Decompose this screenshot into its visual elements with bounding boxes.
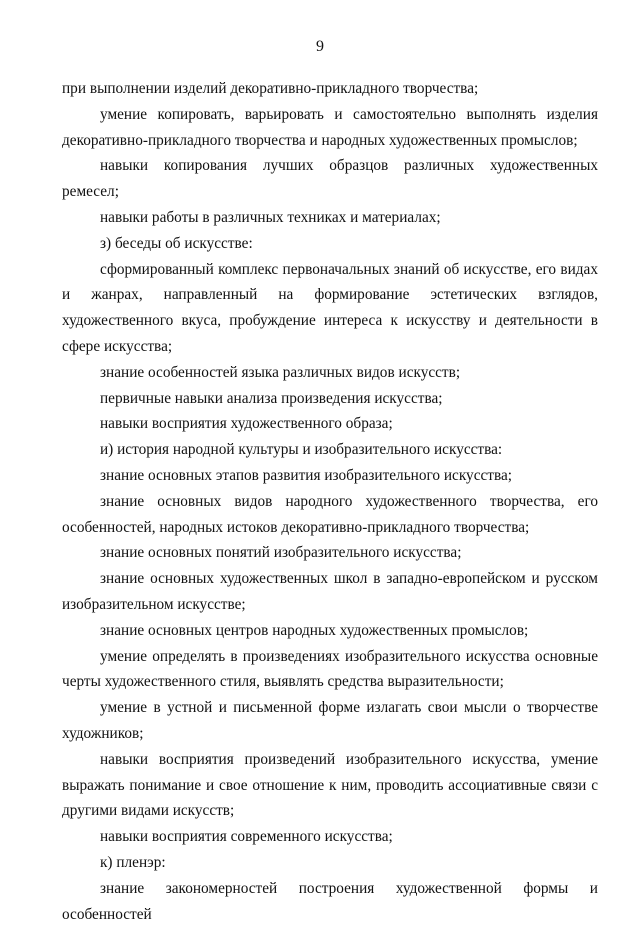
paragraph-7: знание особенностей языка различных видов искусств; [100, 363, 461, 381]
paragraph-15: знание основных центров народных художественных промыслов; [100, 621, 529, 639]
paragraph-9: навыки восприятия художественного образа; [100, 415, 393, 433]
paragraph-11: знание основных этапов развития изобразительного искусства; [100, 466, 513, 484]
section-heading-i: и) история народной культуры и изобразительного искусства: [100, 441, 503, 459]
paragraph-19: навыки восприятия современного искусства; [100, 828, 393, 846]
paragraph-2: умение копировать, варьировать и самостоятельно выполнять изделия декоративно-прикладного творчества и народных художественных промыслов; [62, 105, 598, 149]
section-heading-k: к) пленэр: [100, 853, 166, 871]
paragraph-16: умение определять в произведениях изобразительного искусства основные черты художественного стиля, выявлять средства выразительности; [62, 647, 598, 691]
paragraph-3: навыки копирования лучших образцов различных художественных ремесел; [62, 157, 598, 201]
paragraph-12: знание основных видов народного художественного творчества, его особенностей, народных истоков декоративно-прикладного творчества; [62, 492, 598, 536]
document-body [62, 76, 598, 927]
paragraph-4: навыки работы в различных техниках и материалах; [100, 208, 441, 226]
paragraph-14: знание основных художественных школ в западно-европейском и русском изобразительном искусстве; [62, 570, 598, 613]
paragraph-8: первичные навыки анализа произведения искусства; [100, 389, 443, 407]
paragraph-1: при выполнении изделий декоративно-прикладного творчества; [62, 80, 479, 97]
page-number: 9 [316, 38, 324, 55]
paragraph-21: знание закономерностей построения художественной формы и особенностей [62, 879, 598, 923]
section-heading-z: з) беседы об искусстве: [100, 234, 253, 252]
paragraph-13: знание основных понятий изобразительного искусства; [100, 544, 462, 562]
paragraph-18: навыки восприятия произведений изобразительного искусства, умение выражать понимание и свое отношение к ним, проводить ассоциативные связи с другими видами искусств; [62, 750, 598, 820]
paragraph-17: умение в устной и письменной форме излагать свои мысли о творчестве художников; [62, 699, 598, 742]
paragraph-6: сформированный комплекс первоначальных знаний об искусстве, его видах и жанрах, направленный на формирование эстетических взглядов, художественного вкуса, пробуждение интереса к искусству и деятельности в сфере искусства; [62, 260, 598, 355]
